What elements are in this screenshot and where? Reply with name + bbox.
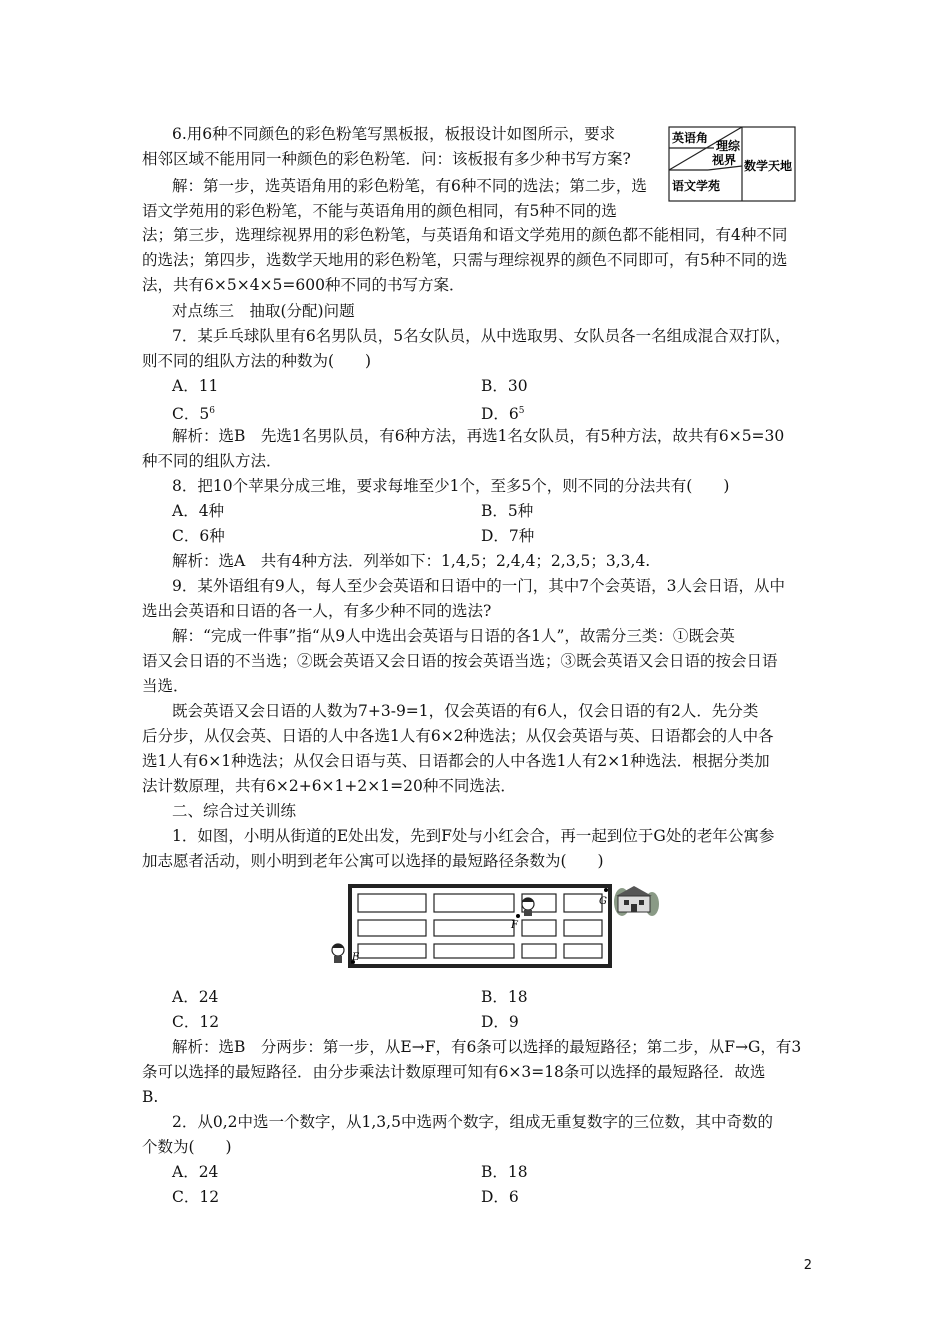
fig-label-science-2: 视界 bbox=[712, 153, 737, 167]
q8-line-1: 8．把10个苹果分成三堆，要求每堆至少1个，至多5个，则不同的分法共有( ) bbox=[172, 477, 730, 495]
q8-option-d: D．7种 bbox=[481, 527, 535, 545]
p1-solution-2: 条可以选择的最短路径．由分步乘法计数原理可知有6×3=18条可以选择的最短路径．故选 bbox=[142, 1063, 766, 1081]
p1-option-d: D．9 bbox=[481, 1013, 519, 1031]
q7-line-1: 7．某乒乓球队里有6名男队员，5名女队员，从中选取男、女队员各一名组成混合双打队， bbox=[172, 327, 791, 345]
section-heading-2: 二、综合过关训练 bbox=[172, 802, 297, 820]
p2-option-d: D．6 bbox=[481, 1188, 519, 1206]
p2-option-b: B．18 bbox=[481, 1163, 528, 1181]
p1-line-1: 1．如图，小明从街道的E处出发，先到F处与小红会合，再一起到位于G处的老年公寓参 bbox=[172, 827, 775, 845]
fig-label-math-world: 数学天地 bbox=[744, 159, 793, 173]
q6-line-1: 6.用6种不同颜色的彩色粉笔写黑板报，板报设计如图所示，要求 bbox=[172, 125, 616, 143]
q6-solution-5: 法，共有6×5×4×5=600种不同的书写方案． bbox=[142, 276, 465, 294]
p1-option-c: C．12 bbox=[172, 1013, 220, 1031]
p1-option-b: B．18 bbox=[481, 988, 528, 1006]
q7-option-a: A．11 bbox=[172, 377, 219, 395]
q7-option-b: B．30 bbox=[481, 377, 528, 395]
q7-option-c: C．$5^6$ bbox=[172, 405, 215, 424]
q9-line-1: 9．某外语组有9人，每人至少会英语和日语中的一门，其中7个会英语，3人会日语，从中 bbox=[172, 577, 785, 595]
q8-option-a: A．4种 bbox=[172, 502, 225, 520]
q8-option-c: C．6种 bbox=[172, 527, 225, 545]
q9-solution-2: 语又会日语的不当选；②既会英语又会日语的按会英语当选；③既会英语又会日语的按会日语 bbox=[142, 652, 778, 670]
q9-solution-7: 法计数原理，共有6×2+6×1+2×1=20种不同选法． bbox=[142, 777, 516, 795]
blackboard-layout-figure bbox=[668, 126, 796, 202]
section-heading-3: 对点练三 抽取(分配)问题 bbox=[172, 302, 355, 320]
point-g-label: G bbox=[599, 896, 607, 907]
p2-line-2: 个数为( ) bbox=[142, 1138, 232, 1156]
q8-solution-1: 解析：选A 共有4种方法．列举如下：1,4,5；2,4,4；2,3,5；3,3,4. bbox=[172, 552, 651, 570]
p1-solution-3: B. bbox=[142, 1088, 159, 1106]
q7-solution-1: 解析：选B 先选1名男队员，有6种方法，再选1名女队员，有5种方法，故共有6×5=30 bbox=[172, 427, 785, 445]
fig-label-science-1: 理综 bbox=[716, 139, 741, 153]
point-e-label: E bbox=[352, 952, 360, 963]
q6-line-2: 相邻区域不能用同一种颜色的彩色粉笔．问：该板报有多少种书写方案? bbox=[142, 150, 631, 168]
q9-solution-5: 后分步，从仅会英、日语的人中各选1人有6×2种选法；从仅会英语与英、日语都会的人中各 bbox=[142, 727, 774, 745]
point-f-label: F bbox=[511, 920, 518, 931]
q9-solution-3: 当选． bbox=[142, 677, 189, 695]
street-grid-figure bbox=[322, 882, 660, 972]
p2-option-c: C．12 bbox=[172, 1188, 220, 1206]
q8-option-b: B．5种 bbox=[481, 502, 534, 520]
q6-solution-1: 解：第一步，选英语角用的彩色粉笔，有6种不同的选法；第二步，选 bbox=[172, 177, 647, 195]
q7-line-2: 则不同的组队方法的种数为( ) bbox=[142, 352, 372, 370]
p1-solution-1: 解析：选B 分两步：第一步，从E→F，有6条可以选择的最短路径；第二步，从F→G，有3 bbox=[172, 1038, 802, 1056]
q7-solution-2: 种不同的组队方法． bbox=[142, 452, 282, 470]
q9-solution-6: 选1人有6×1种选法；从仅会日语与英、日语都会的人中各选1人有2×1种选法．根据分类加 bbox=[142, 752, 770, 770]
p1-option-a: A．24 bbox=[172, 988, 219, 1006]
fig-label-chinese-garden: 语文学苑 bbox=[672, 179, 721, 193]
q6-solution-4: 的选法；第四步，选数学天地用的彩色粉笔，只需与理综视界的颜色不同即可，有5种不同的选 bbox=[142, 251, 788, 269]
p2-option-a: A．24 bbox=[172, 1163, 219, 1181]
q7-option-d: D．$6^5$ bbox=[481, 405, 525, 424]
q6-solution-3: 法；第三步，选理综视界用的彩色粉笔，与英语角和语文学苑用的颜色都不能相同，有4种不同 bbox=[142, 226, 788, 244]
q9-solution-4: 既会英语又会日语的人数为7+3-9=1，仅会英语的有6人，仅会日语的有2人．先分类 bbox=[172, 702, 759, 720]
q9-solution-1: 解：“完成一件事”指“从9人中选出会英语与日语的各1人”，故需分三类：①既会英 bbox=[172, 627, 735, 645]
senior-home-building bbox=[614, 886, 659, 916]
q6-solution-2: 语文学苑用的彩色粉笔，不能与英语角用的颜色相同，有5种不同的选 bbox=[142, 202, 617, 220]
page-number: 2 bbox=[803, 1258, 812, 1273]
p1-line-2: 加志愿者活动，则小明到老年公寓可以选择的最短路径条数为( ) bbox=[142, 852, 604, 870]
q9-line-2: 选出会英语和日语的各一人，有多少种不同的选法? bbox=[142, 602, 492, 620]
xiaoming-figure bbox=[332, 944, 344, 963]
fig-label-english-corner: 英语角 bbox=[672, 131, 709, 145]
p2-line-1: 2．从0,2中选一个数字，从1,3,5中选两个数字，组成无重复数字的三位数，其中奇数的 bbox=[172, 1113, 773, 1131]
